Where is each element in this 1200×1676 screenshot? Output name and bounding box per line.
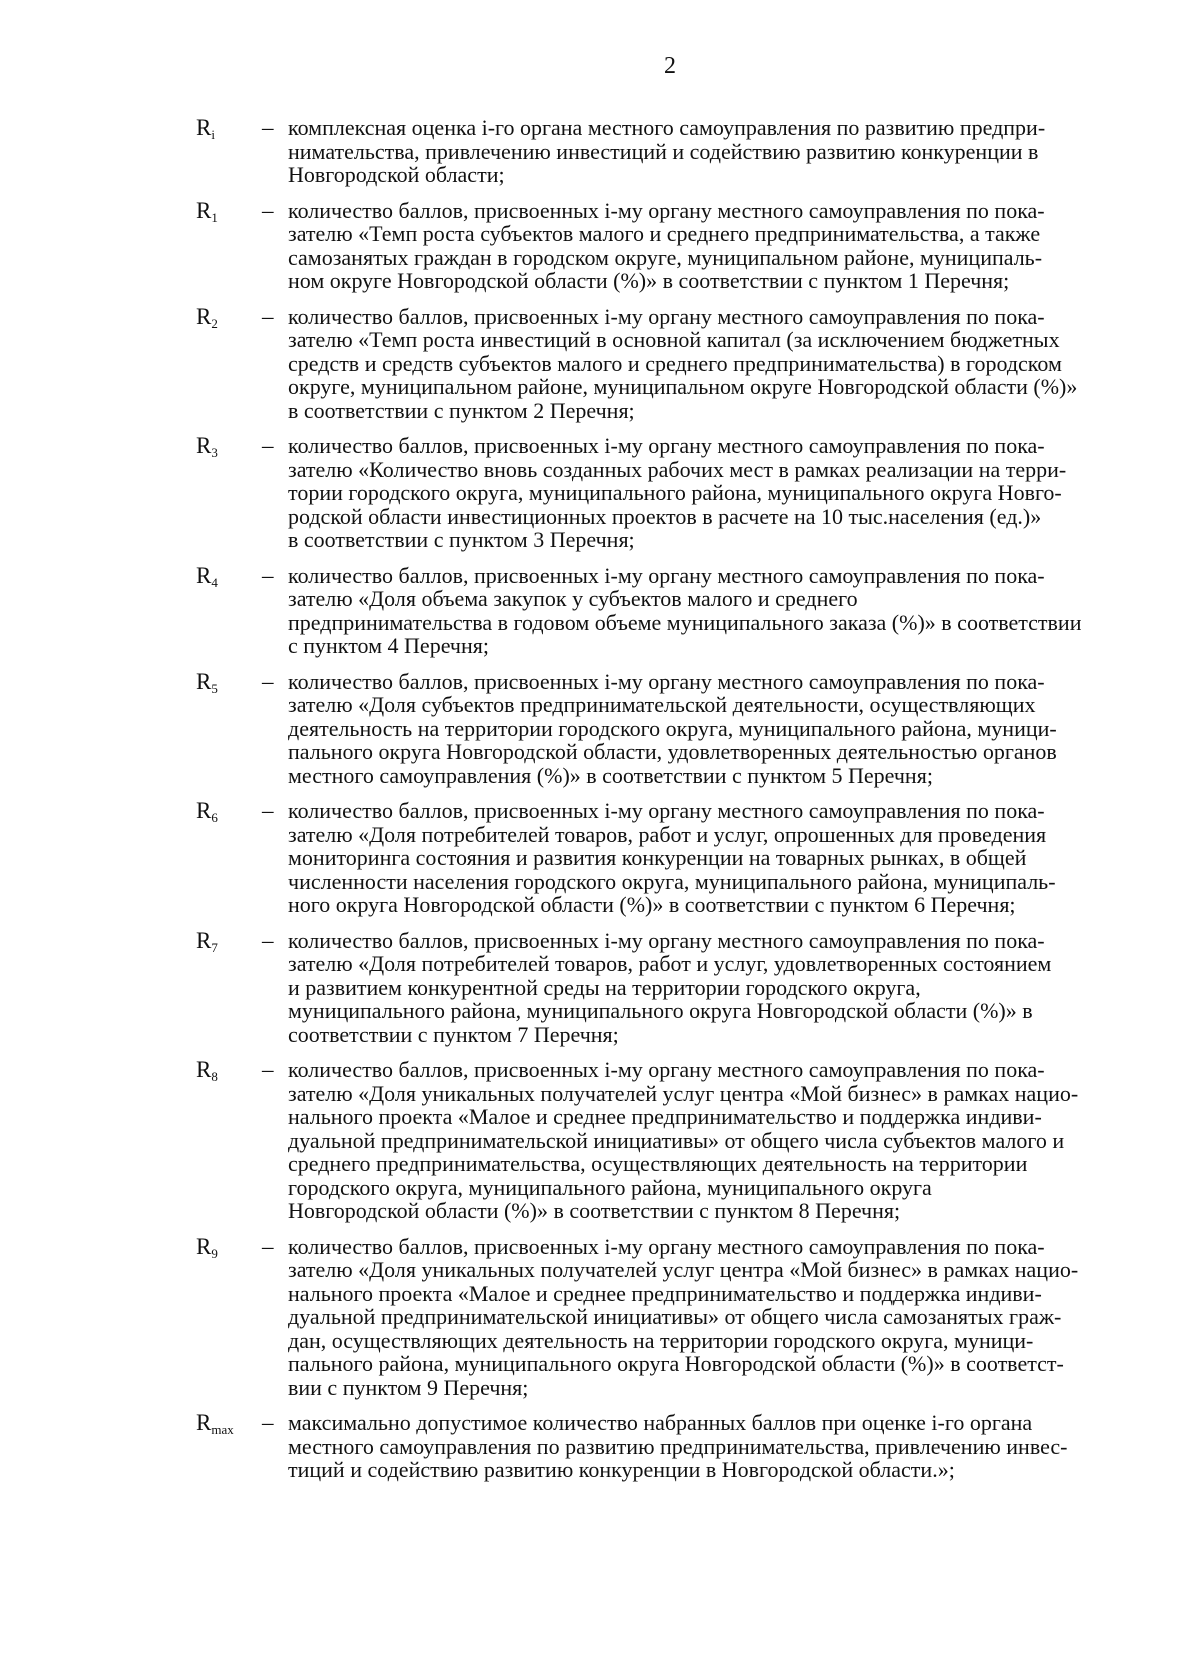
definition-symbol <box>196 1411 262 1435</box>
definition-item <box>196 929 1196 1047</box>
definition-text <box>288 1411 1120 1482</box>
definition-line: нального проекта «Малое и среднее предпринимательство и поддержка индиви- <box>288 1104 1042 1129</box>
definition-item <box>196 199 1196 293</box>
definition-line: средств и средств субъектов малого и среднего предпринимательства) в городском <box>288 350 1062 376</box>
symbol-subscript: 7 <box>211 939 218 955</box>
symbol-subscript: 2 <box>211 315 218 331</box>
symbol-subscript: i <box>211 127 215 142</box>
definition-line: и развитием конкурентной среды на территории городского округа, <box>288 974 921 1000</box>
definition-line: зателю «Доля уникальных получателей услуг центра «Мой бизнес» в рамках нацио- <box>288 1080 1079 1106</box>
definition-dash: – <box>262 115 274 140</box>
definition-line: муниципального района, муниципального округа Новгородской области (%)» в <box>288 998 1033 1023</box>
definition-line: Новгородской области (%)» в соответствии с пунктом 8 Перечня; <box>288 1198 901 1223</box>
definition-line: дуальной предпринимательской инициативы» от общего числа самозанятых граж- <box>288 1304 1062 1329</box>
definition-text <box>288 1235 1120 1400</box>
definition-text <box>288 564 1120 658</box>
symbol-subscript: 9 <box>211 1245 218 1261</box>
definition-line: самозанятых граждан в городском округе, муниципальном районе, муниципаль- <box>288 244 1043 270</box>
definition-item <box>196 670 1196 788</box>
page-number: 2 <box>664 53 676 79</box>
symbol-subscript: 5 <box>211 680 218 696</box>
definition-symbol <box>196 564 262 588</box>
definition-line: нального проекта «Малое и среднее предпринимательство и поддержка индиви- <box>288 1280 1042 1306</box>
definition-line: количество баллов, присвоенных i-му органу местного самоуправления по пока- <box>288 927 1045 953</box>
symbol-subscript: 1 <box>211 209 218 225</box>
definition-line: среднего предпринимательства, осуществляющих деятельность на территории <box>288 1151 1028 1176</box>
definition-dash: – <box>262 1410 274 1435</box>
definition-line: зателю «Доля уникальных получателей услуг центра «Мой бизнес» в рамках нацио- <box>288 1257 1079 1282</box>
definition-symbol <box>196 799 262 823</box>
definition-line: зателю «Доля потребителей товаров, работ и услуг, удовлетворенных состоянием <box>288 951 1052 976</box>
definition-item <box>196 1411 1196 1482</box>
symbol-subscript: 6 <box>211 810 218 825</box>
definition-symbol <box>196 1058 262 1082</box>
definition-line: родской области инвестиционных проектов в расчете на 10 тыс.населения (ед.)» <box>288 503 1042 529</box>
definition-line: количество баллов, присвоенных i-му органу местного самоуправления по пока- <box>288 433 1045 458</box>
definition-item <box>196 1235 1196 1400</box>
definition-symbol <box>196 116 262 140</box>
definition-symbol <box>196 199 262 223</box>
definition-line: зателю «Количество вновь созданных рабочих мест в рамках реализации на терри- <box>288 456 1067 482</box>
definition-symbol <box>196 434 262 458</box>
definition-line: с пунктом 4 Перечня; <box>288 633 489 658</box>
definition-line: количество баллов, присвоенных i-му органу местного самоуправления по пока- <box>288 1057 1045 1082</box>
definition-text <box>288 305 1120 423</box>
definitions-list <box>196 116 1196 1494</box>
definition-line: количество баллов, присвоенных i-му органу местного самоуправления по пока- <box>288 668 1045 694</box>
symbol-base: R <box>196 927 212 953</box>
definition-item <box>196 434 1196 552</box>
definition-line: деятельность на территории городского округа, муниципального района, муници- <box>288 715 1057 741</box>
definition-line: зателю «Доля субъектов предпринимательской деятельности, осуществляющих <box>288 692 1036 717</box>
definition-dash: – <box>262 433 274 458</box>
definition-text <box>288 116 1120 187</box>
definition-symbol <box>196 670 262 694</box>
symbol-base: R <box>196 668 212 694</box>
symbol-base: R <box>196 1410 212 1435</box>
definition-line: количество баллов, присвоенных i-му органу местного самоуправления по пока- <box>288 197 1045 223</box>
definition-line: количество баллов, присвоенных i-му органу местного самоуправления по пока- <box>288 303 1045 329</box>
definition-line: вии с пунктом 9 Перечня; <box>288 1374 529 1400</box>
definition-text <box>288 434 1120 552</box>
definition-line: тиций и содействию развитию конкуренции в Новгородской области.»; <box>288 1457 955 1482</box>
definition-line: комплексная оценка i-го органа местного самоуправления по развитию предпри- <box>288 115 1046 140</box>
symbol-subscript: 3 <box>211 445 218 460</box>
definition-dash: – <box>262 1233 274 1259</box>
definition-item <box>196 799 1196 917</box>
definition-line: Новгородской области; <box>288 162 505 187</box>
definition-line: нимательства, привлечению инвестиций и содействию развитию конкуренции в <box>288 138 1039 164</box>
definition-line: ного округа Новгородской области (%)» в соответствии с пунктом 6 Перечня; <box>288 892 1016 917</box>
definition-text <box>288 799 1120 917</box>
definition-dash: – <box>262 668 274 694</box>
definition-line: зателю «Доля потребителей товаров, работ и услуг, опрошенных для проведения <box>288 821 1047 847</box>
definition-text <box>288 670 1120 788</box>
symbol-subscript: max <box>211 1422 234 1437</box>
definition-line: местного самоуправления по развитию предпринимательства, привлечению инвес- <box>288 1433 1068 1459</box>
definition-line: местного самоуправления (%)» в соответствии с пунктом 5 Перечня; <box>288 762 933 788</box>
definition-line: городского округа, муниципального района, муниципального округа <box>288 1174 932 1200</box>
symbol-base: R <box>196 115 212 140</box>
definition-dash: – <box>262 303 274 329</box>
symbol-subscript: 8 <box>211 1069 218 1084</box>
definition-dash: – <box>262 562 274 588</box>
definition-line: зателю «Темп роста инвестиций в основной капитал (за исключением бюджетных <box>288 327 1060 352</box>
definition-line: тории городского округа, муниципального района, муниципального округа Новго- <box>288 480 1062 505</box>
definition-line: в соответствии с пунктом 2 Перечня; <box>288 397 635 423</box>
definition-symbol <box>196 305 262 329</box>
definition-text <box>288 199 1120 293</box>
definition-line: количество баллов, присвоенных i-му органу местного самоуправления по пока- <box>288 1233 1045 1259</box>
definition-line: в соответствии с пунктом 3 Перечня; <box>288 527 635 552</box>
definition-line: мониторинга состояния и развития конкуренции на товарных рынках, в общей <box>288 845 1027 870</box>
definition-text <box>288 929 1120 1047</box>
definition-line: зателю «Темп роста субъектов малого и среднего предпринимательства, а также <box>288 221 1041 246</box>
definition-line: зателю «Доля объема закупок у субъектов малого и среднего <box>288 586 858 611</box>
symbol-base: R <box>196 1057 212 1082</box>
definition-line: округе, муниципальном районе, муниципальном округе Новгородской области (%)» <box>288 374 1078 399</box>
symbol-base: R <box>196 197 212 223</box>
definition-symbol <box>196 929 262 953</box>
symbol-base: R <box>196 303 212 329</box>
definition-line: количество баллов, присвоенных i-му органу местного самоуправления по пока- <box>288 562 1045 588</box>
definition-dash: – <box>262 798 274 823</box>
definition-line: дуальной предпринимательской инициативы» от общего числа субъектов малого и <box>288 1127 1065 1153</box>
definition-symbol <box>196 1235 262 1259</box>
definition-dash: – <box>262 927 274 953</box>
definition-item <box>196 305 1196 423</box>
definition-text <box>288 1058 1120 1223</box>
symbol-base: R <box>196 1233 212 1259</box>
definition-dash: – <box>262 197 274 223</box>
symbol-base: R <box>196 798 212 823</box>
definition-line: предпринимательства в годовом объеме муниципального заказа (%)» в соответствии <box>288 609 1082 635</box>
definition-line: ном округе Новгородской области (%)» в соответствии с пунктом 1 Перечня; <box>288 268 1010 293</box>
definition-item <box>196 564 1196 658</box>
definition-item <box>196 116 1196 187</box>
definition-line: пального района, муниципального округа Новгородской области (%)» в соответст- <box>288 1351 1064 1376</box>
definition-line: пального округа Новгородской области, удовлетворенных деятельностью органов <box>288 739 1057 764</box>
definition-line: численности населения городского округа, муниципального района, муниципаль- <box>288 868 1056 894</box>
symbol-base: R <box>196 433 212 458</box>
definition-line: максимально допустимое количество набранных баллов при оценке i-го органа <box>288 1410 1033 1435</box>
definition-item <box>196 1058 1196 1223</box>
definition-dash: – <box>262 1057 274 1082</box>
definition-line: дан, осуществляющих деятельность на территории городского округа, муници- <box>288 1327 1034 1353</box>
symbol-subscript: 4 <box>211 574 218 590</box>
definition-line: соответствии с пунктом 7 Перечня; <box>288 1021 619 1047</box>
symbol-base: R <box>196 562 212 588</box>
definition-line: количество баллов, присвоенных i-му органу местного самоуправления по пока- <box>288 798 1045 823</box>
